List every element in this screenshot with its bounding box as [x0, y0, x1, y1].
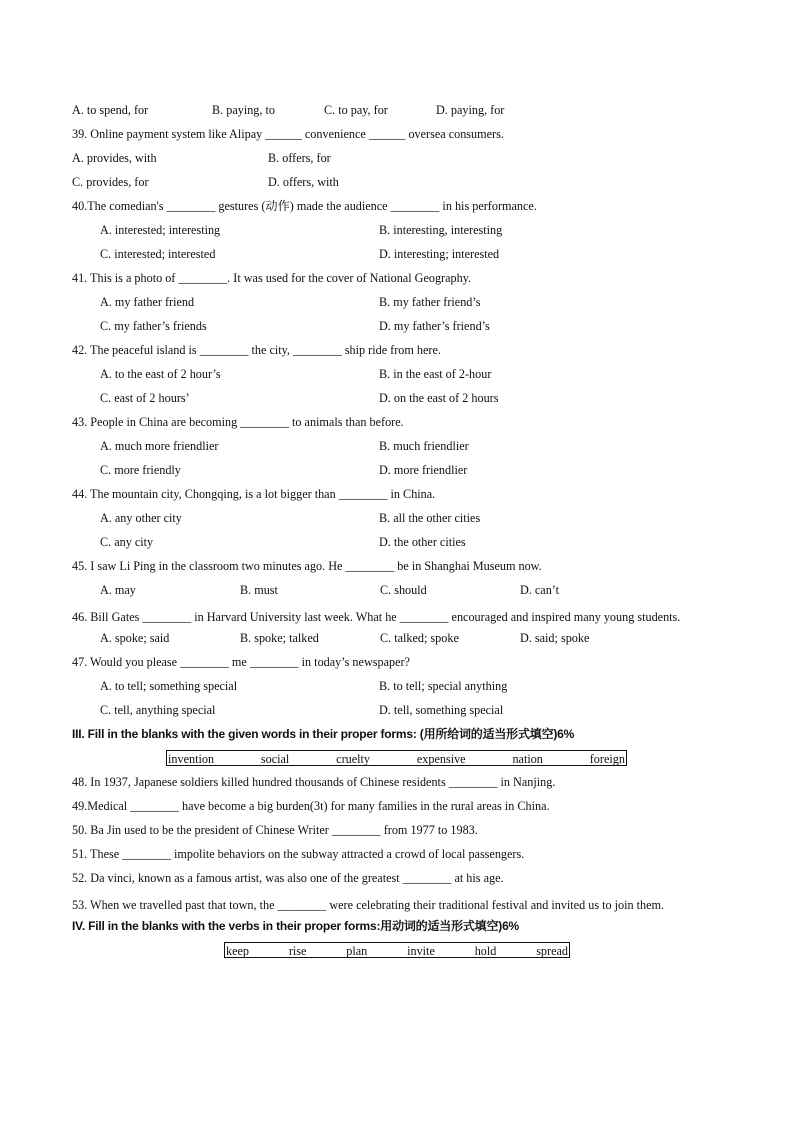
word-item: expensive [416, 752, 466, 766]
q42-stem: 42. The peaceful island is ________ the city, ________ ship ride from here. [72, 343, 441, 357]
q43-stem: 43. People in China are becoming ________ to animals than before. [72, 415, 404, 429]
q40-stem: 40.The comedian's ________ gestures (动作) made the audience ________ in his performance. [72, 199, 537, 213]
q44-options-row1 [72, 509, 732, 533]
word-bank [166, 750, 627, 766]
option-a: A. interested; interesting [100, 223, 221, 237]
q39-options-row2 [72, 173, 732, 197]
option-a: A. any other city [100, 511, 182, 525]
option-c: C. talked; spoke [380, 631, 459, 645]
word-bank [224, 942, 570, 958]
q39-stem: 39. Online payment system like Alipay ______ convenience ______ oversea consumers. [72, 127, 504, 141]
option-d: D. interesting; interested [379, 247, 500, 261]
option-a: A. my father friend [100, 295, 195, 309]
option-a: A. provides, with [72, 151, 157, 165]
word-item: keep [226, 944, 250, 958]
q52: 52. Da vinci, known as a famous artist, was also one of the greatest ________ at his age. [72, 871, 504, 885]
option-c: C. to pay, for [324, 103, 388, 117]
option-d: D. my father’s friend’s [379, 319, 490, 333]
q39-options-row1 [72, 149, 732, 173]
option-c: C. tell, anything special [100, 703, 216, 717]
option-d: D. can’t [520, 583, 560, 597]
option-d: D. tell, something special [379, 703, 504, 717]
option-a: A. may [100, 583, 136, 597]
option-d: D. on the east of 2 hours [379, 391, 499, 405]
option-b: B. all the other cities [379, 511, 481, 525]
q45-stem: 45. I saw Li Ping in the classroom two minutes ago. He ________ be in Shanghai Museum now. [72, 559, 542, 573]
q47-options-row1 [72, 677, 732, 701]
word-item: plan [346, 944, 368, 958]
q41-options-row1 [72, 293, 732, 317]
q38-options [72, 101, 732, 125]
q41-options-row2 [72, 317, 732, 341]
word-item: hold [474, 944, 497, 958]
option-c: C. any city [100, 535, 154, 549]
section-3-wordbox-row [72, 749, 732, 773]
q50: 50. Ba Jin used to be the president of Chinese Writer ________ from 1977 to 1983. [72, 823, 478, 837]
option-c: C. my father’s friends [100, 319, 207, 333]
q43-options-row1 [72, 437, 732, 461]
option-a: A. spoke; said [100, 631, 170, 645]
q51: 51. These ________ impolite behaviors on the subway attracted a crowd of local passengers. [72, 847, 525, 861]
q46-stem: 46. Bill Gates ________ in Harvard University last week. What he ________ encouraged and inspired many young students. [72, 610, 681, 624]
option-c: C. east of 2 hours’ [100, 391, 190, 405]
option-c: C. should [380, 583, 427, 597]
section-3-title: III. Fill in the blanks with the given words in their proper forms: (用所给词的适当形式填空)6% [72, 727, 575, 741]
word-item: invention [168, 752, 215, 766]
q42-options-row2 [72, 389, 732, 413]
option-b: B. much friendlier [379, 439, 469, 453]
q40-options-row2 [72, 245, 732, 269]
exam-page [72, 101, 732, 965]
option-b: B. in the east of 2-hour [379, 367, 492, 381]
word-item: social [260, 752, 290, 766]
option-b: B. my father friend’s [379, 295, 481, 309]
option-a: A. to spend, for [72, 103, 149, 117]
option-c: C. provides, for [72, 175, 149, 189]
section-4-wordbox-row [72, 941, 732, 965]
option-a: A. much more friendlier [100, 439, 219, 453]
option-a: A. to the east of 2 hour’s [100, 367, 221, 381]
option-d: D. offers, with [268, 175, 339, 189]
q42-options-row1 [72, 365, 732, 389]
section-4-title: IV. Fill in the blanks with the verbs in their proper forms:用动词的适当形式填空)6% [72, 919, 520, 933]
word-item: invite [407, 944, 435, 958]
word-item: rise [288, 944, 307, 958]
q53: 53. When we travelled past that town, the ________ were celebrating their traditional festival and invited us to join them. [72, 898, 665, 912]
q49: 49.Medical ________ have become a big burden(3t) for many families in the rural areas in China. [72, 799, 550, 813]
option-d: D. the other cities [379, 535, 466, 549]
option-b: B. offers, for [268, 151, 331, 165]
q41-stem: 41. This is a photo of ________. It was used for the cover of National Geography. [72, 271, 472, 285]
word-item: spread [536, 944, 568, 958]
option-d: D. more friendlier [379, 463, 468, 477]
q47-stem: 47. Would you please ________ me ________ in today’s newspaper? [72, 655, 410, 669]
word-item: cruelty [336, 752, 371, 766]
q48: 48. In 1937, Japanese soldiers killed hundred thousands of Chinese residents ________ in Nanjing. [72, 775, 556, 789]
q47-options-row2 [72, 701, 732, 725]
option-b: B. paying, to [212, 103, 275, 117]
word-item: nation [512, 752, 543, 766]
option-b: B. must [240, 583, 278, 597]
option-d: D. paying, for [436, 103, 505, 117]
option-b: B. spoke; talked [240, 631, 319, 645]
word-item: foreign [589, 752, 625, 766]
q44-options-row2 [72, 533, 732, 557]
q46-options [72, 629, 732, 653]
option-b: B. interesting, interesting [379, 223, 503, 237]
option-d: D. said; spoke [520, 631, 590, 645]
q44-stem: 44. The mountain city, Chongqing, is a lot bigger than ________ in China. [72, 487, 436, 501]
q43-options-row2 [72, 461, 732, 485]
option-c: C. interested; interested [100, 247, 216, 261]
q40-options-row1 [72, 221, 732, 245]
option-a: A. to tell; something special [100, 679, 238, 693]
option-c: C. more friendly [100, 463, 181, 477]
option-b: B. to tell; special anything [379, 679, 508, 693]
q45-options [72, 581, 732, 605]
